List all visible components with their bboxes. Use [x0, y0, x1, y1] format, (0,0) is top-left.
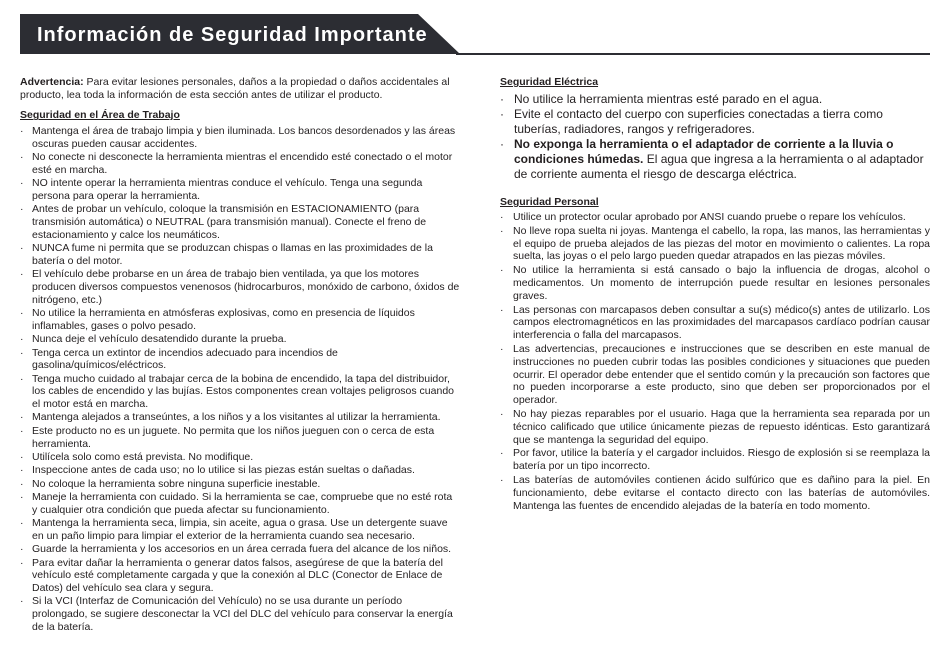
bullet: ·	[20, 151, 24, 164]
bullet: ·	[20, 556, 24, 569]
list-item-text: No conecte ni desconecte la herramienta mientras el encendido esté conectado o el motor esté en marcha.	[32, 151, 453, 176]
list-item	[500, 211, 930, 224]
list-item	[500, 264, 930, 302]
list-item	[500, 304, 930, 342]
bullet: ·	[500, 211, 504, 223]
bullet: ·	[20, 517, 24, 530]
bullet: ·	[500, 224, 504, 237]
list-item	[20, 517, 460, 542]
list-item	[20, 543, 460, 556]
list-item	[20, 451, 460, 464]
bullet: ·	[500, 92, 504, 106]
list-item-text: Tenga mucho cuidado al trabajar cerca de la bobina de encendido, la tapa del distribuidor, los cables de encendido y las bujías. Estos componentes crean voltajes peligrosos cuando el motor está en marcha.	[32, 372, 455, 411]
list-item	[500, 137, 930, 182]
page-title: Información de Seguridad Importante	[37, 24, 428, 46]
bullet: ·	[20, 477, 24, 490]
list-item	[500, 107, 930, 137]
list-item-text: No utilice la herramienta en atmósferas explosivas, como en presencia de líquidos inflamables, gases o polvo pesado.	[32, 307, 415, 332]
warning-text: Para evitar lesiones personales, daños a la propiedad o daños accidentales al producto, lea toda la información de esta sección antes de utilizar el producto.	[20, 76, 450, 101]
list-item	[500, 408, 930, 446]
list-item	[20, 333, 460, 346]
list-item-text: Las personas con marcapasos deben consultar a su(s) médico(s) antes de utilizarlo. Los campos electromagnéticos en las proximidades del marcapasos cardíaco podrían causar interferencia o falla del marcapasos.	[513, 303, 930, 342]
list-item	[20, 203, 460, 241]
list-item	[20, 557, 460, 595]
list-item-text: Guarde la herramienta y los accesorios en un área cerrada fuera del alcance de los niños.	[32, 543, 452, 556]
bullet: ·	[20, 464, 24, 477]
list-item-text: No utilice la herramienta si está cansado o bajo la influencia de drogas, alcohol o medicamentos. Un momento de interrupción puede resultar en lesiones personales graves.	[513, 264, 930, 302]
bullet: ·	[20, 372, 24, 385]
electrical-list	[500, 92, 930, 182]
bullet: ·	[20, 411, 24, 424]
bullet: ·	[500, 473, 504, 486]
list-item-text: Si la VCI (Interfaz de Comunicación del Vehículo) no se usa durante un período prolongado, se sugiere desconectar la VCI del DLC del vehículo para conservar la energía de la batería.	[32, 595, 453, 633]
bullet: ·	[20, 424, 24, 437]
list-item-text: Las advertencias, precauciones e instrucciones que se describen en este manual de instrucciones no pueden cubrir todas las posibles condiciones y situaciones que pueden ocurrir. El operador debe entender que el sentido común y la precaución son factores que no pueden incorporarse a este producto, sino que deben ser proporcionados por el operador.	[513, 342, 930, 407]
list-item	[20, 242, 460, 267]
list-item-text: Utilícela solo como está prevista. No modifique.	[32, 450, 254, 463]
bullet: ·	[20, 177, 24, 190]
bullet: ·	[20, 333, 24, 346]
list-item-text: Evite el contacto del cuerpo con superficies conectadas a tierra como tuberías, radiadores, rangos y refrigeradores.	[514, 107, 883, 136]
bullet: ·	[500, 137, 504, 151]
list-item	[20, 595, 460, 633]
list-item-text: Maneje la herramienta con cuidado. Si la herramienta se cae, compruebe que no esté rota y cualquier otra condición que pueda afectar su funcionamiento.	[32, 491, 453, 516]
bullet: ·	[20, 125, 24, 138]
bullet: ·	[20, 346, 24, 359]
list-item	[500, 92, 930, 107]
bullet: ·	[500, 264, 504, 277]
bullet: ·	[500, 342, 504, 355]
right-column	[500, 76, 930, 513]
personal-section	[500, 196, 930, 512]
bullet: ·	[500, 447, 504, 460]
bullet: ·	[20, 543, 24, 556]
list-item	[20, 151, 460, 176]
list-item-text: El vehículo debe probarse en un área de trabajo bien ventilada, ya que los motores producen diversos compuestos venenosos (hidrocarburos, monóxido de carbono, óxidos de nitrógeno, etc.)	[32, 268, 460, 306]
electrical-section	[500, 76, 930, 182]
list-item	[20, 464, 460, 477]
list-item	[20, 307, 460, 332]
left-column	[20, 76, 460, 634]
bullet: ·	[20, 268, 24, 281]
list-item	[500, 474, 930, 512]
bullet: ·	[500, 407, 504, 420]
list-item-text: No lleve ropa suelta ni joyas. Mantenga el cabello, la ropa, las manos, las herramientas y el equipo de prueba alejados de las piezas del motor en movimiento o calientes. La ropa suelta, las joyas o el pelo largo pueden quedar atrapados en las piezas móviles.	[513, 224, 930, 263]
list-item	[20, 125, 460, 150]
list-item-text: El agua que ingresa a la herramienta o al adaptador de corriente aumenta el riesgo de descarga eléctrica.	[514, 152, 924, 181]
list-item-text: Mantenga el área de trabajo limpia y bien iluminada. Los bancos desordenados y las áreas oscuras pueden causar accidentes.	[32, 125, 456, 150]
list-item	[20, 268, 460, 306]
bullet: ·	[500, 107, 504, 121]
list-item-text: Mantenga la herramienta seca, limpia, sin aceite, agua o grasa. Use un detergente suave en un paño limpio para limpiar el exterior de la herramienta cuando sea necesario.	[32, 517, 448, 542]
list-item-text: Las baterías de automóviles contienen ácido sulfúrico que es dañino para la piel. En funcionamiento, debe evitarse el contacto directo con las baterías de automóviles. Mantenga las fuentes de encendido alejadas de la batería en todo momento.	[513, 473, 930, 512]
list-item	[20, 478, 460, 491]
bullet: ·	[500, 303, 504, 316]
warning-intro	[20, 76, 460, 101]
header-divider	[456, 53, 930, 55]
warning-label: Advertencia:	[20, 76, 84, 88]
list-item-text: Por favor, utilice la batería y el cargador incluidos. Riesgo de explosión si se reemplaza la batería por un tipo incorrecto.	[513, 447, 930, 473]
list-item-text: Este producto no es un juguete. No permita que los niños jueguen con o cerca de esta herramienta.	[32, 424, 435, 450]
list-item-text: Para evitar dañar la herramienta o generar datos falsos, asegúrese de que la batería del vehículo esté completamente cargada y que la conexión al DLC (Conector de Enlace de Datos) del vehículo sea clara y segura.	[32, 556, 443, 595]
list-item-text: No coloque la herramienta sobre ninguna superficie inestable.	[32, 477, 321, 490]
list-item-text: Utilice un protector ocular aprobado por ANSI cuando pruebe o repare los vehículos.	[513, 211, 906, 223]
work-area-title: Seguridad en el Área de Trabajo	[20, 109, 180, 122]
list-item-text: Antes de probar un vehículo, coloque la transmisión en ESTACIONAMIENTO (para transmisión automática) o NEUTRAL (para transmisión manual). Conecte el freno de estacionamiento y calce los neumáticos.	[32, 203, 427, 241]
personal-title: Seguridad Personal	[500, 196, 599, 208]
list-item-text: No utilice la herramienta mientras esté parado en el agua.	[514, 92, 823, 106]
list-item	[20, 491, 460, 516]
list-item-text: Inspeccione antes de cada uso; no lo utilice si las piezas están sueltas o dañadas.	[32, 464, 415, 477]
list-item-text: Nunca deje el vehículo desatendido durante la prueba.	[32, 333, 287, 346]
list-item	[20, 425, 460, 450]
bullet: ·	[20, 491, 24, 504]
list-item	[20, 347, 460, 372]
list-item-bold-text: No exponga la herramienta o el adaptador de corriente a la lluvia o condiciones húmedas.	[514, 137, 894, 166]
list-item-text: Tenga cerca un extintor de incendios adecuado para incendios de gasolina/químicos/eléctricos.	[32, 346, 338, 372]
list-item-text: NUNCA fume ni permita que se produzcan chispas o llamas en las proximidades de la batería o del motor.	[32, 242, 433, 267]
list-item	[20, 411, 460, 424]
list-item	[500, 225, 930, 263]
electrical-title: Seguridad Eléctrica	[500, 76, 599, 88]
list-item-text: No hay piezas reparables por el usuario. Haga que la herramienta sea reparada por un técnico calificado que utilice únicamente piezas de repuesto idénticas. Esto garantizará que se mantenga la seguridad del equipo.	[513, 407, 930, 446]
bullet: ·	[20, 203, 24, 216]
bullet: ·	[20, 307, 24, 320]
personal-list	[500, 211, 930, 512]
bullet: ·	[20, 595, 24, 608]
list-item	[20, 373, 460, 411]
bullet: ·	[20, 450, 24, 463]
list-item	[20, 177, 460, 202]
list-item-text: Mantenga alejados a transeúntes, a los niños y a los visitantes al utilizar la herramienta.	[32, 411, 441, 424]
work-area-list	[20, 125, 460, 633]
list-item	[500, 343, 930, 407]
list-item-text: NO intente operar la herramienta mientras conduce el vehículo. Tenga una segunda persona para operar la herramienta.	[32, 177, 423, 202]
list-item	[500, 447, 930, 473]
bullet: ·	[20, 242, 24, 255]
